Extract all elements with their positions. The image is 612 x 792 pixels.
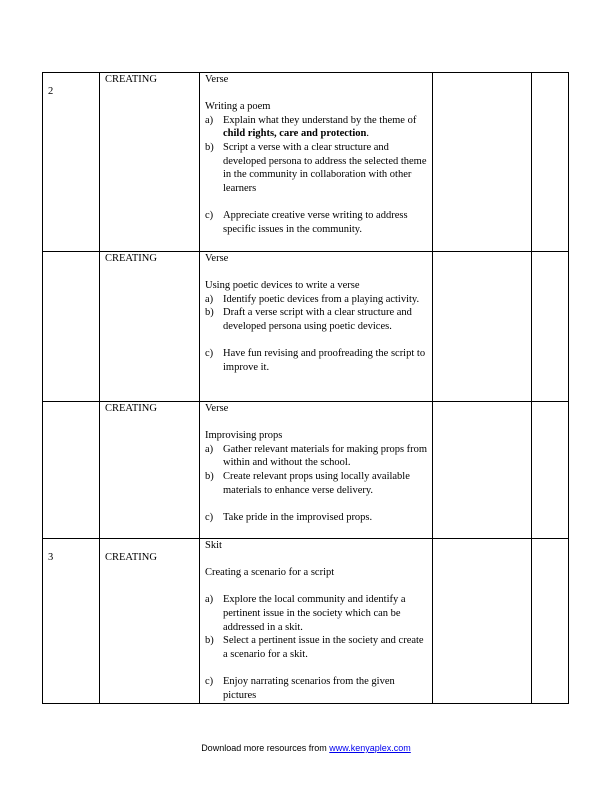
empty-cell [433, 539, 532, 704]
content-cell [200, 402, 433, 539]
list-item: b) Script a verse with a clear structure and developed persona to address the selected theme in the community in collaboration with other learners [205, 141, 427, 194]
sub-strand: Verse [205, 74, 229, 85]
page-footer [0, 743, 612, 753]
list-item: a) Explore the local community and identify a pertinent issue in the society which can be addressed in a skit. [205, 594, 406, 633]
empty-cell [433, 402, 532, 539]
lesson-title: Improvising props [205, 430, 283, 442]
strand-cell: CREATING [100, 539, 200, 704]
list-item: b) Select a pertinent issue in the society and create a scenario for a skit. [205, 635, 424, 660]
week-cell [43, 252, 100, 402]
empty-cell [433, 252, 532, 402]
list-item: b) Create relevant props using locally available materials to enhance verse delivery. [205, 470, 410, 496]
week-cell: 3 [43, 539, 100, 704]
strand-cell: CREATING [100, 252, 200, 402]
empty-cell [532, 73, 569, 252]
list-item: b) Draft a verse script with a clear structure and developed persona using poetic devices. [205, 307, 412, 332]
content-cell [200, 252, 433, 402]
sub-strand: Verse [205, 403, 229, 414]
list-item: c) Take pride in the improvised props. [205, 511, 373, 523]
content-cell [200, 539, 433, 704]
empty-cell [433, 73, 532, 252]
footer-link[interactable]: www.kenyaplex.com [329, 743, 411, 753]
week-cell [43, 402, 100, 539]
list-item: a) Gather relevant materials for making props from within and without the school. [205, 443, 428, 469]
lesson-title: Using poetic devices to write a verse [205, 280, 360, 292]
outcome-list [205, 443, 428, 525]
sub-strand: Verse [205, 253, 229, 264]
list-item: c) Appreciate creative verse writing to address specific issues in the community. [205, 209, 408, 235]
sub-strand: Skit [205, 540, 222, 551]
lesson-title: Creating a scenario for a script [205, 567, 335, 579]
empty-cell [532, 539, 569, 704]
list-item: c) Enjoy narrating scenarios from the given pictures [205, 675, 395, 701]
table-row [43, 539, 569, 704]
week-cell: 2 [43, 73, 100, 252]
list-item: c) Have fun revising and proofreading the script to improve it. [205, 348, 426, 373]
list-item: a) Identify poetic devices from a playing activity. [205, 293, 420, 305]
table-row [43, 252, 569, 402]
lesson-title: Writing a poem [205, 101, 271, 113]
footer-text: Download more resources from [201, 743, 330, 753]
scheme-of-work-table [42, 72, 569, 704]
outcome-list [205, 114, 428, 236]
empty-cell [532, 402, 569, 539]
table-row [43, 73, 569, 252]
strand-cell: CREATING [100, 402, 200, 539]
table-row [43, 402, 569, 539]
strand-cell: CREATING [100, 73, 200, 252]
list-item: a) Explain what they understand by the theme of child rights, care and protection. [205, 114, 417, 140]
empty-cell [532, 252, 569, 402]
content-cell [200, 73, 433, 252]
outcome-list [205, 293, 428, 375]
outcome-list [205, 593, 428, 702]
theme-bold-text: child rights, care and protection [223, 128, 367, 140]
